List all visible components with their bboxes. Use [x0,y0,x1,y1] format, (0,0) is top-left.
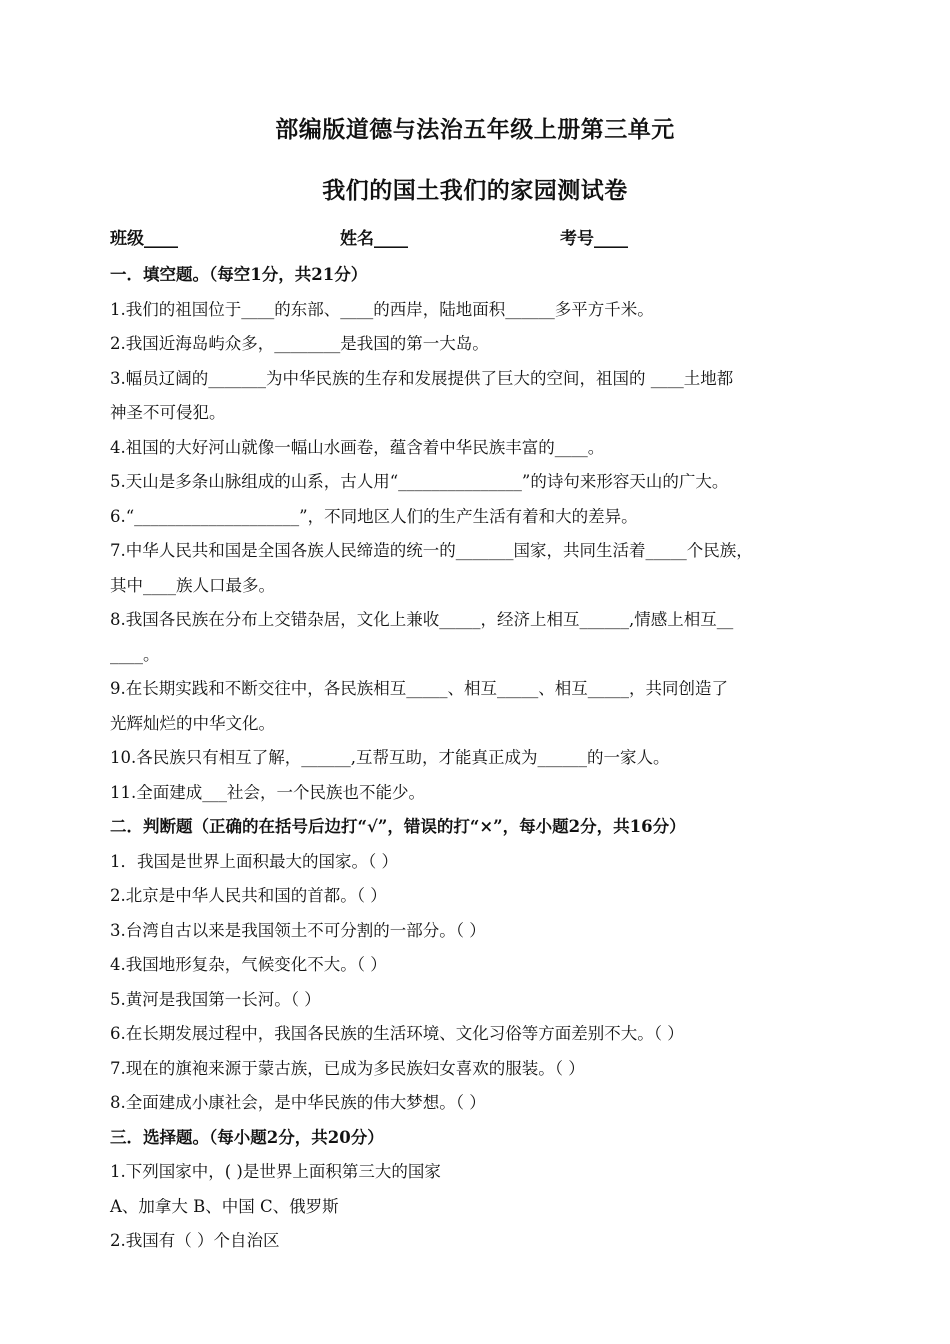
question-line: 3.幅员辽阔的_______为中华民族的生存和发展提供了巨大的空间，祖国的 ____土地都 [110,368,734,388]
section-heading: 一．填空题。（每空1分，共21分） [110,265,368,284]
question-line: ____。 [110,644,160,664]
question-line: 5.黄河是我国第一长河。（ ） [110,989,321,1009]
question-line: 2.北京是中华人民共和国的首都。（ ） [110,886,387,905]
question-line: 神圣不可侵犯。 [110,403,226,422]
question-line: 2.我国有（ ）个自治区 [110,1231,280,1250]
question-line: 10.各民族只有相互了解，______,互帮互助，才能真正成为______的一家人。 [110,748,670,767]
question-line: 11.全面建成___社会，一个民族也不能少。 [110,782,425,802]
name-field: 姓名____ [340,229,408,249]
question-line: 其中____族人口最多。 [110,575,275,595]
question-line: 5.天山是多条山脉组成的山系，古人用“_______________”的诗句来形容天山的广大。 [110,472,729,491]
section-heading: 三．选择题。（每小题2分，共20分） [110,1127,384,1147]
question-line: 7.中华人民共和国是全国各族人民缔造的统一的_______国家，共同生活着_____个民族， [110,541,753,560]
exam-title-line2: 我们的国土我们的家园测试卷 [322,177,628,204]
question-line: 9.在长期实践和不断交往中，各民族相互_____、相互_____、相互_____，共同创造了 [110,679,728,698]
question-line: 光辉灿烂的中华文化。 [110,713,275,733]
section-heading: 二．判断题（正确的在括号后边打“√”，错误的打“×”，每小题2分，共16分） [110,817,686,836]
class-field: 班级____ [110,229,178,249]
question-line: 2.我国近海岛屿众多，________是我国的第一大岛。 [110,334,489,353]
question-line: 8.全面建成小康社会，是中华民族的伟大梦想。（ ） [110,1093,486,1112]
question-list [110,258,845,1259]
question-line: 8.我国各民族在分布上交错杂居，文化上兼收_____，经济上相互______,情感上相互__ [110,610,734,629]
question-line: 6.“____________________”，不同地区人们的生产生活有着和大的差异。 [110,506,638,526]
exam-title-line1: 部编版道德与法治五年级上册第三单元 [275,116,675,143]
question-line: 3.台湾自古以来是我国领土不可分割的一部分。（ ） [110,920,486,940]
exam-number-field: 考号____ [560,229,628,249]
question-line: A、加拿大 B、中国 C、俄罗斯 [110,1196,339,1216]
question-line: 1.我们的祖国位于____的东部、____的西岸，陆地面积______多平方千米。 [110,299,654,319]
question-line: 4.我国地形复杂，气候变化不大。（ ） [110,955,387,974]
question-line: 6.在长期发展过程中，我国各民族的生活环境、文化习俗等方面差别不大。（ ） [110,1024,684,1043]
question-line: 4.祖国的大好河山就像一幅山水画卷，蕴含着中华民族丰富的____。 [110,437,605,457]
question-line: 1．我国是世界上面积最大的国家。（ ） [110,851,398,871]
question-line: 7.现在的旗袍来源于蒙古族，已成为多民族妇女喜欢的服装。（ ） [110,1058,585,1078]
question-line: 1.下列国家中，( )是世界上面积第三大的国家 [110,1162,441,1181]
